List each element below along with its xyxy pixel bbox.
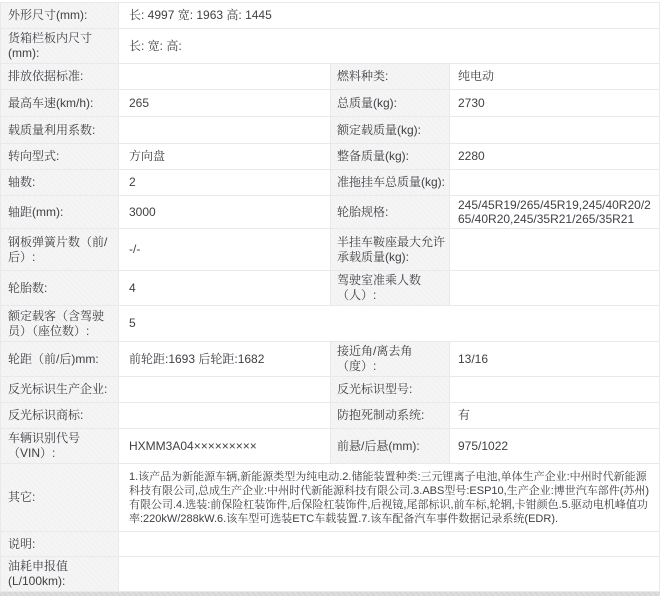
field-label: 外形尺寸(mm): bbox=[1, 3, 119, 29]
table-row bbox=[1, 342, 660, 377]
field-value: -/- bbox=[119, 229, 331, 271]
table-row bbox=[1, 429, 660, 464]
field-value bbox=[119, 377, 331, 403]
table-row bbox=[1, 557, 660, 592]
field-value: HXMM3A04××××××××× bbox=[119, 429, 331, 464]
table-row bbox=[1, 403, 660, 429]
field-label: 说明: bbox=[1, 532, 119, 557]
field-value bbox=[450, 117, 660, 144]
field-value bbox=[450, 170, 660, 196]
bottom-divider-bar bbox=[0, 592, 660, 596]
table-row bbox=[1, 170, 660, 196]
field-value: 13/16 bbox=[450, 342, 660, 377]
field-value: 前轮距:1693 后轮距:1682 bbox=[119, 342, 331, 377]
field-value: 4 bbox=[119, 271, 331, 306]
field-label: 燃料种类: bbox=[331, 64, 450, 90]
field-label: 钢板弹簧片数（前/后）: bbox=[1, 229, 119, 271]
field-label: 接近角/离去角（度）: bbox=[331, 342, 450, 377]
field-label: 油耗申报值(L/100km): bbox=[1, 557, 119, 592]
table-row bbox=[1, 144, 660, 170]
field-label: 车辆识别代号（VIN）: bbox=[1, 429, 119, 464]
field-label: 载质量利用系数: bbox=[1, 117, 119, 144]
field-label: 排放依据标准: bbox=[1, 64, 119, 90]
table-row bbox=[1, 90, 660, 117]
field-value: 245/45R19/265/45R19,245/40R20/265/40R20,245/35R21/265/35R21 bbox=[450, 196, 660, 229]
field-value bbox=[119, 117, 331, 144]
field-label: 前悬/后悬(mm): bbox=[331, 429, 450, 464]
field-label: 其它: bbox=[1, 464, 119, 532]
table-row bbox=[1, 532, 660, 557]
field-value bbox=[119, 557, 660, 592]
table-row bbox=[1, 196, 660, 229]
field-value bbox=[119, 403, 331, 429]
table-row bbox=[1, 117, 660, 144]
field-label: 轮胎规格: bbox=[331, 196, 450, 229]
table-row bbox=[1, 229, 660, 271]
field-value bbox=[450, 271, 660, 306]
field-label: 总质量(kg): bbox=[331, 90, 450, 117]
table-row bbox=[1, 464, 660, 532]
field-value-other-notes: 1.该产品为新能源车辆,新能源类型为纯电动.2.储能装置种类:三元锂离子电池,单体生产企业:中州时代新能源科技有限公司,总成生产企业:中州时代新能源科技有限公司.3.ABS型号:ESP10,生产企业:博世汽车部件(苏州)有限公司.4.选装:前保险杠装饰件,后保险杠装饰件,后视镜,尾部标识,前车标,轮辋,卡钳颜色.5.驱动电机峰值功率:220kW/288kW.6.该车型可选装ETC车载装置.7.该车配备汽车事件数据记录系统(EDR). bbox=[119, 464, 660, 532]
field-label: 驾驶室准乘人数（人）: bbox=[331, 271, 450, 306]
field-value: 方向盘 bbox=[119, 144, 331, 170]
field-value: 2730 bbox=[450, 90, 660, 117]
field-label: 准拖挂车总质量(kg): bbox=[331, 170, 450, 196]
table-row bbox=[1, 3, 660, 29]
field-value: 2 bbox=[119, 170, 331, 196]
field-value bbox=[450, 229, 660, 271]
vehicle-spec-table bbox=[0, 2, 660, 592]
table-row bbox=[1, 377, 660, 403]
field-label: 货箱栏板内尺寸(mm): bbox=[1, 29, 119, 64]
field-label: 额定载质量(kg): bbox=[331, 117, 450, 144]
field-value: 2280 bbox=[450, 144, 660, 170]
field-label: 反光标识生产企业: bbox=[1, 377, 119, 403]
field-label: 轮胎数: bbox=[1, 271, 119, 306]
field-label: 最高车速(km/h): bbox=[1, 90, 119, 117]
table-row bbox=[1, 306, 660, 342]
field-label: 整备质量(kg): bbox=[331, 144, 450, 170]
field-value: 265 bbox=[119, 90, 331, 117]
field-label: 半挂车鞍座最大允许承载质量(kg): bbox=[331, 229, 450, 271]
table-row bbox=[1, 29, 660, 64]
field-label: 轴距(mm): bbox=[1, 196, 119, 229]
field-label: 轴数: bbox=[1, 170, 119, 196]
field-value bbox=[450, 377, 660, 403]
field-value: 长: 4997 宽: 1963 高: 1445 bbox=[119, 3, 660, 29]
field-label: 转向型式: bbox=[1, 144, 119, 170]
field-value: 975/1022 bbox=[450, 429, 660, 464]
field-label: 反光标识型号: bbox=[331, 377, 450, 403]
field-label: 反光标识商标: bbox=[1, 403, 119, 429]
field-label: 防抱死制动系统: bbox=[331, 403, 450, 429]
field-value bbox=[119, 532, 660, 557]
field-value: 3000 bbox=[119, 196, 331, 229]
field-label: 轮距（前/后)mm: bbox=[1, 342, 119, 377]
table-row bbox=[1, 271, 660, 306]
field-label: 额定载客（含驾驶员）（座位数）: bbox=[1, 306, 119, 342]
field-value bbox=[119, 64, 331, 90]
field-value: 长: 宽: 高: bbox=[119, 29, 660, 64]
table-row bbox=[1, 64, 660, 90]
field-value: 5 bbox=[119, 306, 660, 342]
field-value: 有 bbox=[450, 403, 660, 429]
field-value: 纯电动 bbox=[450, 64, 660, 90]
